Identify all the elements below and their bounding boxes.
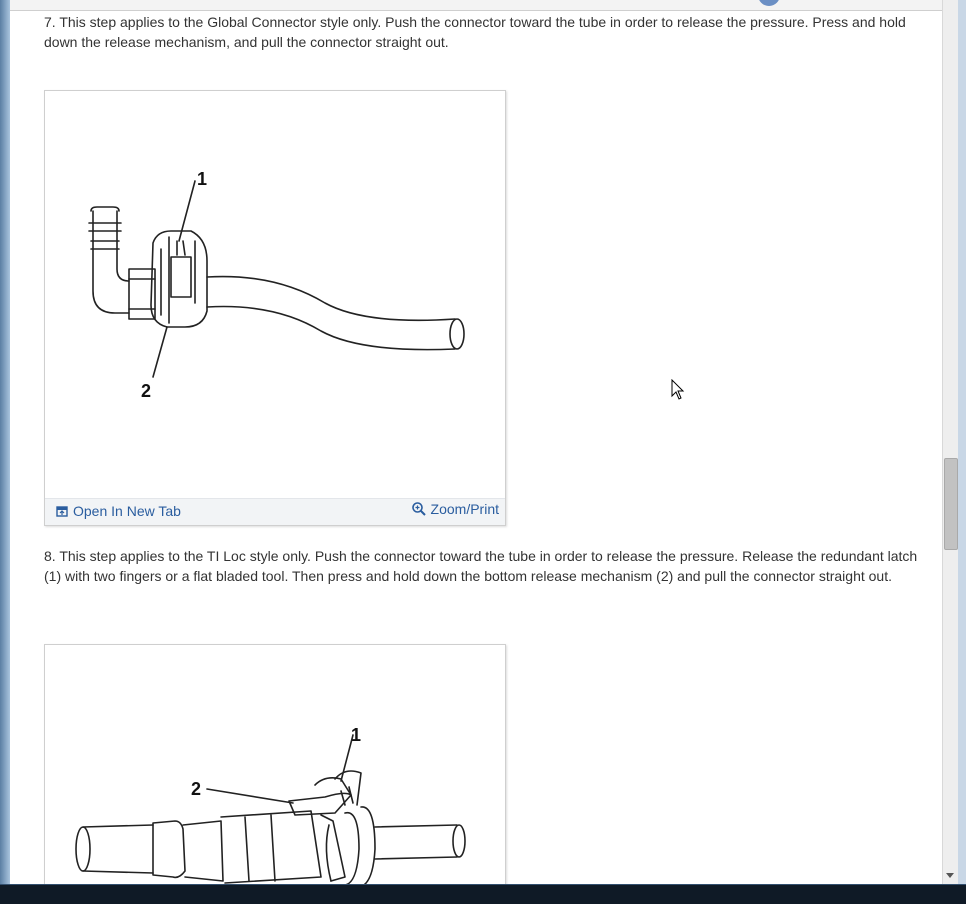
open-in-new-tab-link[interactable] — [55, 503, 181, 519]
magnifier-icon — [411, 501, 427, 517]
open-in-new-tab-label: Open In New Tab — [73, 503, 181, 519]
ti-loc-illustration — [45, 645, 505, 884]
callout-2: 2 — [191, 779, 202, 799]
step-number: 7. — [44, 14, 56, 30]
step-text: This step applies to the Global Connector style only. Push the connector toward the tube in order to release the pressure. Press and hold down the release mechanism, and pull the connector straight out. — [44, 14, 906, 50]
open-tab-icon — [55, 504, 69, 518]
step-7 — [44, 12, 924, 52]
zoom-print-link[interactable] — [411, 501, 499, 517]
connector-illustration — [45, 91, 505, 497]
figure-toolbar — [45, 498, 505, 525]
scrollbar-thumb[interactable] — [944, 458, 958, 550]
zoom-print-label: Zoom/Print — [430, 501, 499, 517]
window-frame-left — [0, 0, 10, 888]
callout-1: 1 — [197, 169, 208, 189]
callout-2: 2 — [141, 381, 152, 401]
document-page — [10, 0, 942, 884]
callout-1: 1 — [351, 725, 362, 745]
toolbar-button-partial[interactable] — [758, 0, 780, 6]
figure-global-connector — [44, 90, 506, 526]
step-text: This step applies to the TI Loc style only. Push the connector toward the tube in order to release the pressure. Release the redundant latch (1) with two fingers or a flat bladed tool. Then press and hold down the bottom release mechanism (2) and pull the connector straight out. — [44, 548, 918, 584]
step-8 — [44, 546, 924, 586]
step-number: 8. — [44, 548, 56, 564]
vertical-scrollbar[interactable] — [942, 0, 959, 884]
scroll-down-arrow-icon[interactable] — [944, 868, 956, 882]
top-toolbar-edge — [10, 0, 942, 11]
window-frame-right — [958, 0, 966, 888]
figure-ti-loc-connector — [44, 644, 506, 884]
os-taskbar — [0, 884, 966, 904]
mouse-cursor-icon — [671, 379, 685, 401]
